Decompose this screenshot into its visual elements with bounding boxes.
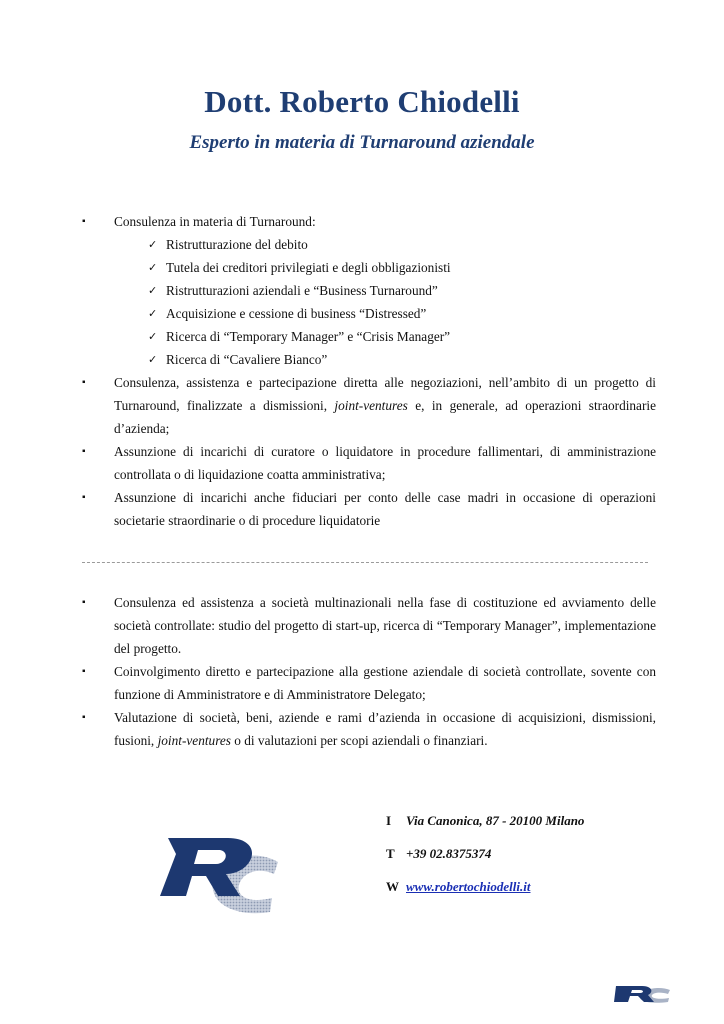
phone-label: T [386, 846, 395, 861]
section-divider [82, 562, 648, 563]
services-list-turnaround [82, 210, 656, 532]
phone-row [386, 845, 584, 878]
list-item-text: Consulenza in materia di Turnaround: [114, 214, 316, 229]
sub-list-item [114, 256, 656, 279]
address-label: I [386, 813, 392, 828]
website-link[interactable]: www.robertochiodelli.it [406, 879, 531, 894]
page-subtitle: Esperto in materia di Turnaround aziendale [189, 132, 535, 153]
list-item-text: Consulenza, assistenza e partecipazione diretta alle negoziazioni, nell’ambito di un progetto di Turnaround, finalizzate a dismissioni, [114, 375, 656, 413]
rc-logo [154, 832, 290, 920]
sub-list-item-text: Tutela dei creditori privilegiati e degli obbligazionisti [166, 260, 451, 275]
checkmark-icon: ✓ [148, 330, 158, 343]
website-row [386, 878, 584, 911]
list-item-text: o di valutazioni per scopi aziendali o finanziari. [230, 733, 488, 748]
website-label: W [386, 879, 399, 894]
list-item-text: Consulenza ed assistenza a società multinazionali nella fase di costituzione ed avviamento delle società controllate: studio del progetto di start-up, ricerca di “Temporary Manager”, implementazione del progetto. [114, 595, 656, 656]
services-list-multinational [82, 591, 656, 752]
list-item-italic-text: joint-ventures [334, 398, 408, 413]
sub-list-item-text: Ristrutturazione del debito [166, 237, 308, 252]
list-item [82, 371, 656, 440]
list-item [82, 660, 656, 706]
sub-list-item-text: Acquisizione e cessione di business “Distressed” [166, 306, 427, 321]
phone-text: +39 02.8375374 [406, 846, 492, 861]
list-item-text: Assunzione di incarichi anche fiduciari per conto delle case madri in occasione di operazioni societarie straordinarie o di procedure liquidatorie [114, 490, 656, 528]
sub-list-item [114, 348, 656, 371]
list-item [82, 440, 656, 486]
sub-list-item [114, 233, 656, 256]
list-item-italic-text: joint-ventures [157, 733, 231, 748]
sub-list-item-text: Ricerca di “Cavaliere Bianco” [166, 352, 328, 367]
list-item [82, 706, 656, 752]
sub-list-item [114, 325, 656, 348]
contact-block [386, 812, 584, 911]
checkmark-icon: ✓ [148, 307, 158, 320]
checkmark-icon: ✓ [148, 261, 158, 274]
sub-list-item-text: Ristrutturazioni aziendali e “Business Turnaround” [166, 283, 438, 298]
turnaround-sublist [114, 233, 656, 371]
list-item [82, 486, 656, 532]
list-item-text: Valutazione di società, beni, aziende e rami d’azienda in occasione di acquisizioni, dismissioni, fusioni, [114, 710, 656, 748]
page-title: Dott. Roberto Chiodelli [204, 84, 520, 119]
sub-list-item [114, 279, 656, 302]
checkmark-icon: ✓ [148, 284, 158, 297]
sub-list-item-text: Ricerca di “Temporary Manager” e “Crisis Manager” [166, 329, 451, 344]
list-item-text: e, in generale, ad operazioni straordinarie d’azienda; [114, 398, 656, 436]
list-item-text: Coinvolgimento diretto e partecipazione alla gestione aziendale di società controllate, sovente con funzione di Amministratore e di Amministratore Delegato; [114, 664, 656, 702]
checkmark-icon: ✓ [148, 238, 158, 251]
address-row [386, 812, 584, 845]
list-item-text: Assunzione di incarichi di curatore o liquidatore in procedure fallimentari, di amministrazione controllata o di liquidazione coatta amministrativa; [114, 444, 656, 482]
list-item [82, 591, 656, 660]
checkmark-icon: ✓ [148, 353, 158, 366]
logo-small-r-shape [614, 986, 654, 1002]
address-text: Via Canonica, 87 - 20100 Milano [406, 813, 585, 828]
sub-list-item [114, 302, 656, 325]
list-item [82, 210, 656, 371]
rc-logo-small [612, 984, 674, 1004]
